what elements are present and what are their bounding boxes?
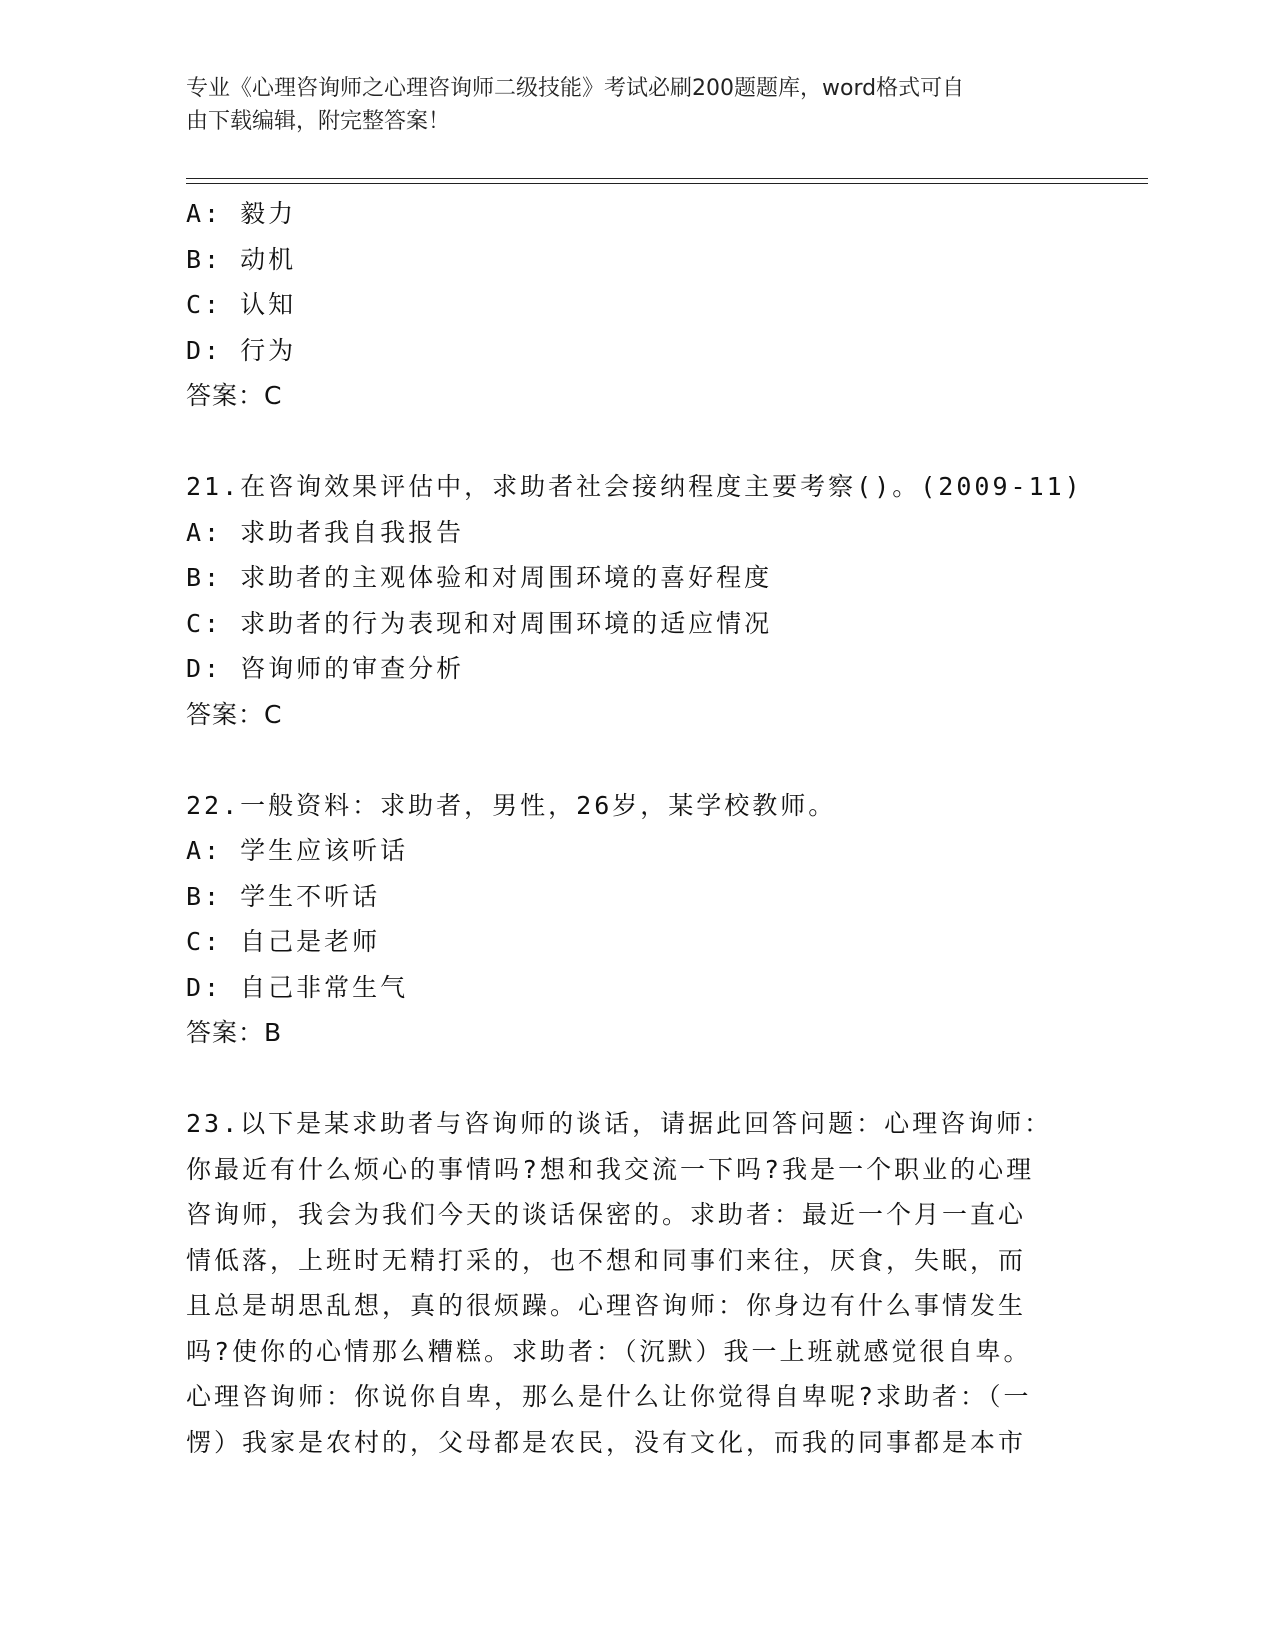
spacer — [186, 737, 1076, 783]
header-line-2: 由下载编辑，附完整答案！ — [186, 109, 451, 134]
q20-option-a: A: 毅力 — [186, 199, 297, 228]
q22-option-d: D: 自己非常生气 — [186, 972, 409, 1002]
q23-passage — [186, 1101, 1076, 1465]
q23-line: 且总是胡思乱想，真的很烦躁。心理咨询师：你身边有什么事情发生 — [186, 1291, 1027, 1320]
q21-option-b: B: 求助者的主观体验和对周围环境的喜好程度 — [186, 563, 773, 592]
q21-option-c: C: 求助者的行为表现和对周围环境的适应情况 — [186, 608, 773, 638]
document-header — [186, 72, 1066, 138]
q23-line: 心理咨询师：你说你自卑，那么是什么让你觉得自卑呢?求助者：（一 — [186, 1382, 1032, 1411]
q21-stem: 21.在咨询效果评估中，求助者社会接纳程度主要考察()。(2009-11) — [186, 472, 1083, 501]
header-line-1: 专业《心理咨询师之心理咨询师二级技能》考试必刷200题题库，word格式可自 — [186, 76, 965, 101]
q20-option-c: C: 认知 — [186, 290, 297, 319]
q23-line: 23.以下是某求助者与咨询师的谈话，请据此回答问题：心理咨询师： — [186, 1109, 1053, 1138]
spacer — [186, 419, 1076, 465]
q23-line: 咨询师，我会为我们今天的谈话保密的。求助者：最近一个月一直心 — [186, 1200, 1027, 1229]
document-body — [186, 191, 1083, 1465]
q22-option-c: C: 自己是老师 — [186, 927, 381, 956]
q20-option-b: B: 动机 — [186, 244, 297, 274]
q22-answer: 答案：B — [186, 1018, 283, 1047]
q23-line: 你最近有什么烦心的事情吗?想和我交流一下吗?我是一个职业的心理 — [186, 1154, 1035, 1184]
q21-option-a: A: 求助者我自我报告 — [186, 517, 465, 547]
header-divider — [186, 178, 1148, 184]
q20-option-d: D: 行为 — [186, 335, 297, 365]
q22-stem: 22.一般资料：求助者，男性，26岁，某学校教师。 — [186, 790, 837, 820]
q23-line: 愣）我家是农村的，父母都是农民，没有文化，而我的同事都是本市 — [186, 1427, 1027, 1457]
q20-answer: 答案：C — [186, 381, 283, 410]
q23-line: 情低落，上班时无精打采的，也不想和同事们来往，厌食，失眠，而 — [186, 1245, 1027, 1275]
q23-line: 吗?使你的心情那么糟糕。求助者：（沉默）我一上班就感觉很自卑。 — [186, 1336, 1032, 1366]
spacer — [186, 1056, 1076, 1102]
q22-option-a: A: 学生应该听话 — [186, 836, 409, 865]
q21-answer: 答案：C — [186, 699, 283, 729]
q22-option-b: B: 学生不听话 — [186, 881, 381, 911]
q21-option-d: D: 咨询师的审查分析 — [186, 654, 465, 683]
